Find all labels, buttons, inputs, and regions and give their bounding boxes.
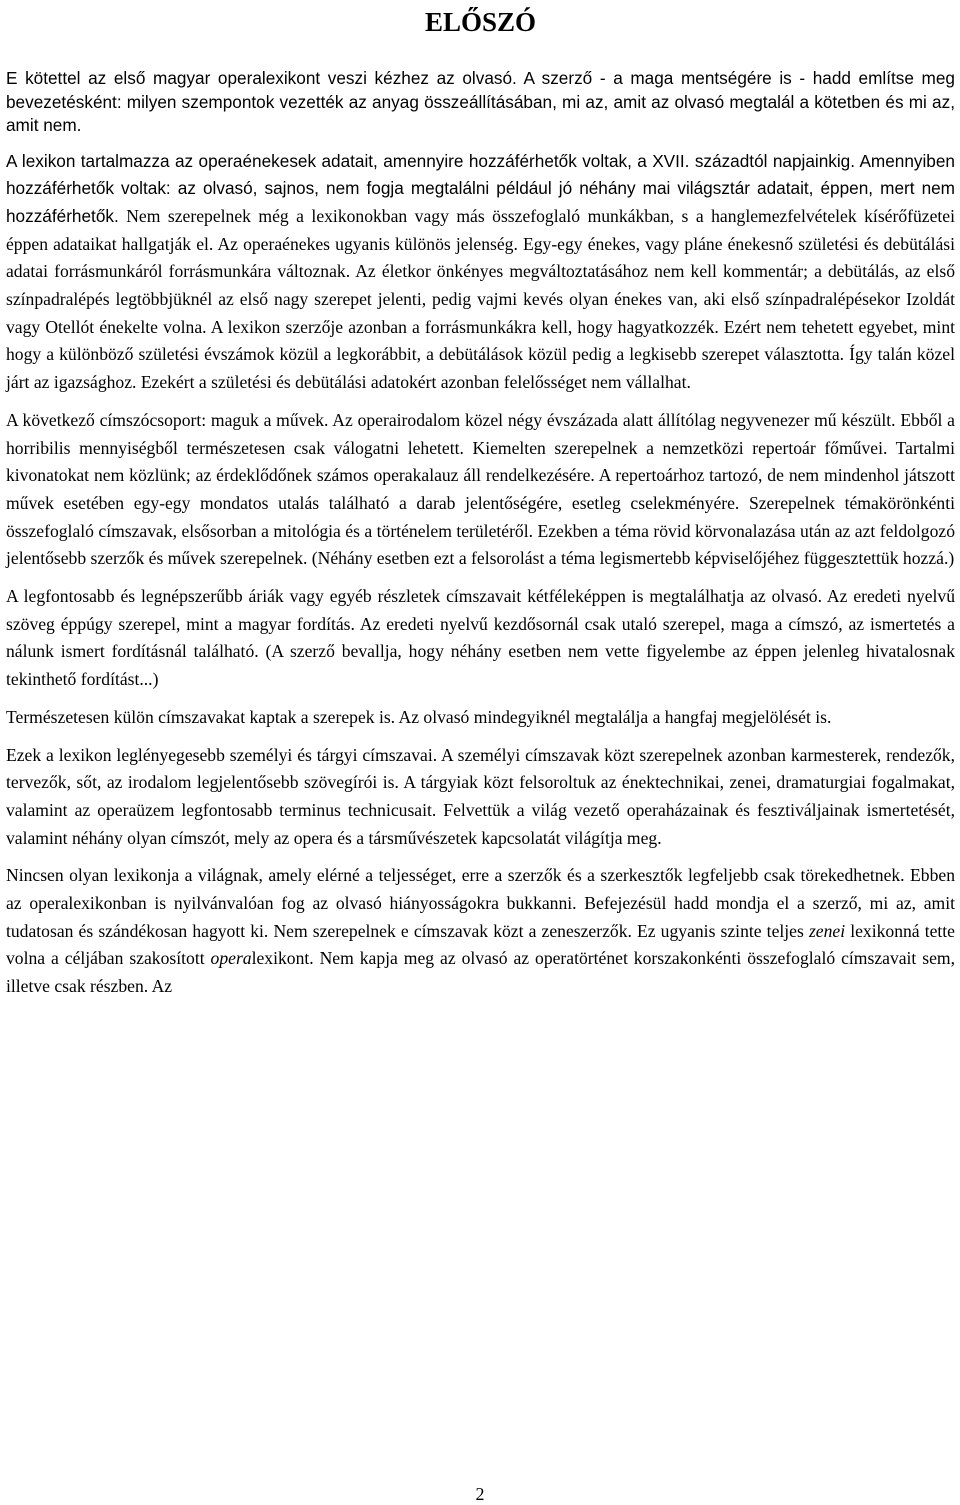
omissions-text-c: lexikont. Nem kapja meg az olvasó az operatörténet korszakonkénti összefoglaló címszavait sem, illetve csak részben. Az (6, 948, 956, 997)
paragraph-lexikon-contents (6, 148, 955, 397)
paragraph-intro: E kötettel az első magyar operalexikont veszi kézhez az olvasó. A szerző - a maga mentségére is - hadd említse meg bevezetésként: milyen szempontok vezették az anyag összeállításában, mi az, amit az olvasó megtalál a kötetben és mi az, amit nem. (6, 68, 955, 135)
page-number: 2 (475, 1484, 485, 1504)
paragraph-lexikon-serif-part: Nem szerepelnek még a lexikonokban vagy más összefoglaló munkákban, s a hanglemezfelvételek kísérőfüzetei éppen adataikat hallgatják el. Az operaénekes ugyanis különös jelenség. Egy-egy énekes, vagy pláne énekesnő születési és debütálási adatai forrásmunkáról forrásmunkára változnak. Az életkor önkényes megváltoztatásához nem kell kommentár; a debütálás, az első színpadralépés legtöbbjüknél az első nagy szerepet jelenti, pedig vajmi kevés olyan énekes van, aki első színpadralépésekor Izoldát vagy Otellót énekelte volna. A lexikon szerzője azonban a forrásmunkákra kell, hogy hagyatkozzék. Ezért nem tehetett egyebet, mint hogy a különböző születési évszámok közül a legkorábbit, a debütálások közül pedig a legkisebb szerepet választotta. Így talán közel járt az igazsághoz. Ezekért a születési és debütálási adatokért azonban felelősséget nem vállalhat. (6, 205, 955, 393)
paragraph-headwords: Ezek a lexikon leglényegesebb személyi és tárgyi címszavai. A személyi címszavak közt szerepelnek azonban karmesterek, rendezők, tervezők, sőt, az irodalom legjelentősebb szövegírói is. A tárgyiak közt felsoroltuk az énektechnikai, zenei, dramaturgiai fogalmakat, valamint az operaüzem legfontosabb terminus technicusait. Felvettük a világ vezető operaházainak és fesztiváljainak ismertetését, valamint néhány olyan címszót, mely az opera és a társművészetek kapcsolatát világítja meg. (6, 744, 955, 848)
paragraph-lexikon-sans-part: A lexikon tartalmazza az operaénekesek adatait, amennyire hozzáférhetők voltak, a XVII. századtól napjainkig. Amennyiben hozzáférhetők voltak: az olvasó, sajnos, nem fogja megtalálni például jó néhány mai világsztár adatait, éppen, mert nem hozzáférhetők. (6, 150, 955, 226)
document-page (6, 0, 955, 1001)
paragraph-roles: Természetesen külön címszavakat kaptak a szerepek is. Az olvasó mindegyiknél megtalálja a hangfaj megjelölését is. (6, 706, 832, 727)
omissions-emphasis-zenei: zenei (808, 920, 846, 941)
omissions-emphasis-opera: opera (210, 948, 252, 969)
paragraph-works: A következő címszócsoport: maguk a művek. Az operairodalom közel négy évszázada alatt állítólag negyvenezer mű készült. Ebből a horribilis mennyiségből természetesen csak válogatni lehetett. Kiemelten szerepelnek a nemzetközi repertoár főművei. Tartalmi kivonatokat nem közlünk; az érdeklődőnek számos operakalauz áll rendelkezésére. A repertoárhoz tartozó, de nem mindenhol játszott művek esetében egy-egy mondatos utalás található a darab jelentőségére, esetleg cselekményére. Szerepelnek témakörönkénti összefoglaló címszavak, elsősorban a mitológia és a történelem területéről. Ezekben a téma rövid körvonalazása után az azt feldolgozó jelentősebb szerzők és művek szerepelnek. (Néhány esetben ezt a felsorolást a téma legismertebb képviselőjéhez függesztettük hozzá.) (6, 409, 955, 569)
paragraph-omissions (6, 862, 955, 1001)
omissions-text-a: Nincsen olyan lexikonja a világnak, amely elérné a teljességet, erre a szerzők és a szerkesztők legfeljebb csak törekedhetnek. Ebben az operalexikonban is nyilvánvalóan fog az olvasó hiányosságokra bukkanni. Befejezésül hadd mondja el a szerző, mi az, amit tudatosan és szándékosan hagyott ki. Nem szerepelnek e címszavak közt a zeneszerzők. Ez ugyanis szinte teljes (6, 865, 955, 941)
page-title: ELŐSZÓ (424, 7, 537, 37)
omissions-text-b: lexikonná tette volna a céljában szakosított (6, 920, 955, 969)
paragraph-arias: A legfontosabb és legnépszerűbb áriák vagy egyéb részletek címszavait kétféleképpen is megtalálhatja az olvasó. Az eredeti nyelvű szöveg éppúgy szerepel, mint a magyar fordítás. Az eredeti nyelvű kezdősornál csak utaló szerepel, maga a címszó, az ismertetés a nálunk ismert fordításnál található. (A szerző bevallja, hogy néhány esetben nem vette figyelembe az éppen jelenleg hivatalosnak tekinthető fordítást...) (6, 586, 955, 690)
